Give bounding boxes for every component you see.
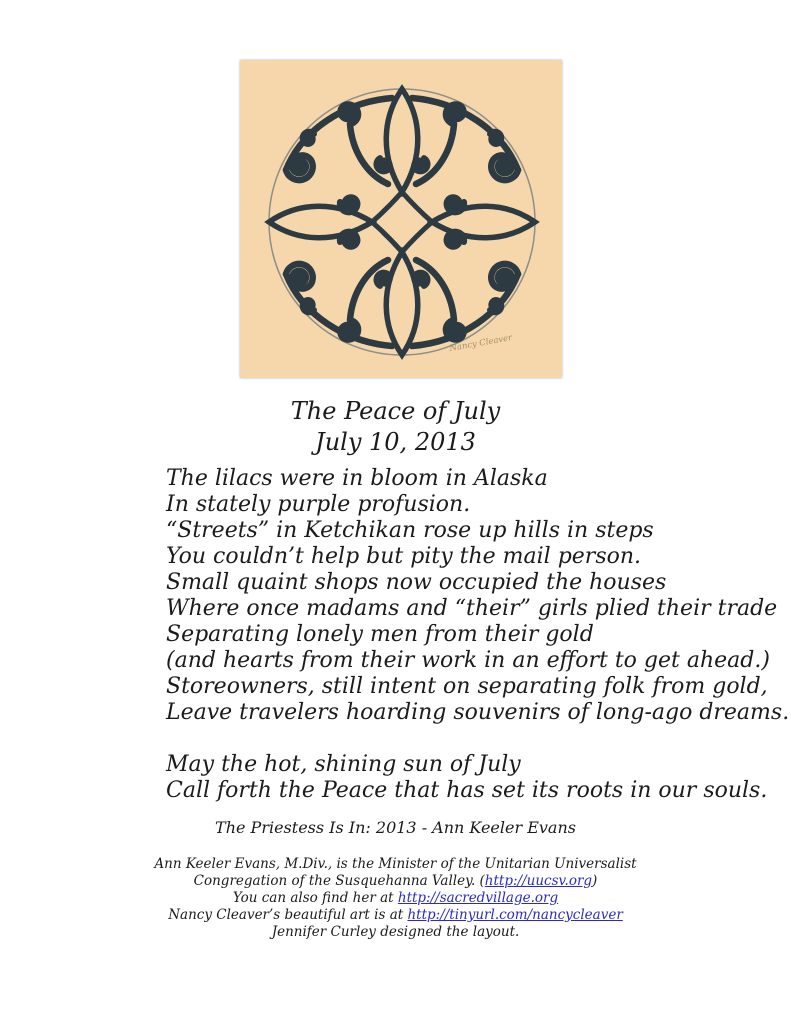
nancycleaver-link[interactable]: http://tinyurl.com/nancycleaver (407, 907, 623, 923)
artist-signature: Nancy Cleaver (448, 333, 514, 354)
footer-line-1: Ann Keeler Evans, M.Div., is the Minister of the Unitarian Universalist (154, 856, 637, 872)
footer-line-3 (0, 890, 791, 907)
poem-line: “Streets” in Ketchikan rose up hills in steps (166, 518, 654, 543)
footer-line-4 (0, 907, 791, 924)
poem-line: Small quaint shops now occupied the houses (166, 570, 667, 595)
footer-line-4-prefix: Nancy Cleaver’s beautiful art is at (168, 907, 408, 923)
footer-line-3-prefix: You can also find her at (232, 890, 398, 906)
poem-line: (and hearts from their work in an effort to get ahead.) (166, 648, 770, 673)
poem-line: Where once madams and “their” girls plied their trade (166, 596, 778, 621)
title-block (0, 396, 791, 458)
poem-line: Storeowners, still intent on separating folk from gold, (166, 674, 768, 699)
sacredvillage-link[interactable]: http://sacredvillage.org (397, 890, 559, 906)
poem-title: The Peace of July (290, 397, 501, 425)
poem-line: Call forth the Peace that has set its roots in our souls. (166, 778, 768, 803)
footer-credits (0, 856, 791, 941)
series-attribution: The Priestess Is In: 2013 - Ann Keeler Evans (215, 818, 576, 837)
mandala-art-svg (240, 60, 562, 378)
poem-line: The lilacs were in bloom in Alaska (166, 466, 548, 491)
uucsv-link[interactable]: http://uucsv.org (484, 873, 593, 889)
poem-line: May the hot, shining sun of July (166, 752, 521, 777)
poem-line: Leave travelers hoarding souvenirs of long-ago dreams. (166, 700, 790, 725)
poem-line: In stately purple profusion. (166, 492, 471, 517)
mandala-artwork (240, 60, 562, 378)
poem-line: You couldn’t help but pity the mail person. (166, 544, 642, 569)
footer-line-2-prefix: Congregation of the Susquehanna Valley. ( (193, 873, 485, 889)
poem-line: Separating lonely men from their gold (166, 622, 594, 647)
footer-line-2 (0, 873, 791, 890)
poem-stanza-1 (166, 466, 789, 726)
artwork-background (240, 60, 562, 378)
poem (166, 466, 789, 804)
footer-line-5: Jennifer Curley designed the layout. (271, 924, 520, 940)
poem-stanza-2 (166, 752, 789, 804)
poem-date: July 10, 2013 (315, 428, 476, 456)
footer-line-2-suffix: ) (592, 873, 598, 889)
